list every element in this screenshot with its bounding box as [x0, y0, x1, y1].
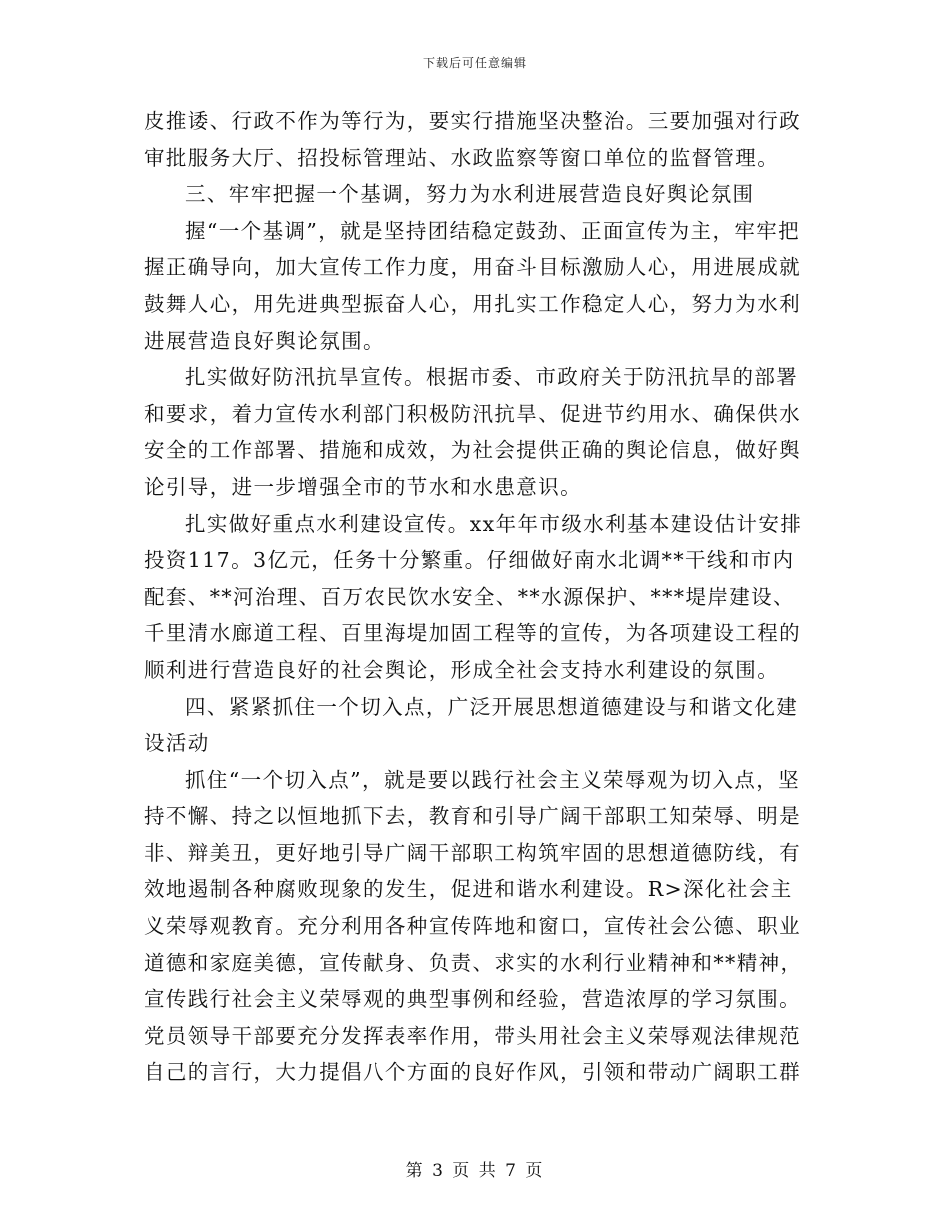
document-body	[144, 103, 804, 1091]
page-header: 下载后可任意编辑	[422, 56, 527, 70]
paragraph: 扎实做好重点水利建设宣传。xx年年市级水利基本建设估计安排投资117。3亿元，任务十分繁重。仔细做好南水北调**干线和市内配套、**河治理、百万农民饮水安全、**水源保护、***堤岸建设、千里清水廊道工程、百里海堤加固工程等的宣传，为各项建设工程的顺利进行营造良好的社会舆论，形成全社会支持水利建设的氛围。	[144, 511, 803, 682]
section-heading: 三、牢牢把握一个基调，努力为水利进展营造良好舆论氛围	[185, 182, 755, 207]
page-number-footer: 第 3 页 共 7 页	[405, 1161, 545, 1181]
paragraph: 皮推诿、行政不作为等行为，要实行措施坚决整治。三要加强对行政审批服务大厅、招投标管理站、水政监察等窗口单位的监督管理。	[144, 109, 801, 170]
paragraph: 抓住“一个切入点”，就是要以践行社会主义荣辱观为切入点，坚持不懈、持之以恒地抓下去，教育和引导广阔干部职工知荣辱、明是非、辩美丑，更好地引导广阔干部职工构筑牢固的思想道德防线，有效地遏制各种腐败现象的发生，促进和谐水利建设。R>深化社会主义荣辱观教育。充分利用各种宣传阵地和窗口，宣传社会公德、职业道德和家庭美德，宣传献身、负责、求实的水利行业精神和**精神，宣传践行社会主义荣辱观的典型事例和经验，营造浓厚的学习氛围。党员领导干部要充分发挥表率作用，带头用社会主义荣辱观法律规范自己的言行，大力提倡八个方面的良好作风，引领和带动广阔职工群	[144, 767, 803, 1085]
paragraph: 扎实做好防汛抗旱宣传。根据市委、市政府关于防汛抗旱的部署和要求，着力宣传水利部门积极防汛抗旱、促进节约用水、确保供水安全的工作部署、措施和成效，为社会提供正确的舆论信息，做好舆论引导，进一步增强全市的节水和水患意识。	[144, 365, 801, 499]
section-heading: 四、紧紧抓住一个切入点，广泛开展思想道德建设与和谐文化建设活动	[144, 694, 799, 756]
paragraph: 握“一个基调”，就是坚持团结稳定鼓劲、正面宣传为主，牢牢把握正确导向，加大宣传工作力度，用奋斗目标激励人心，用进展成就鼓舞人心，用先进典型振奋人心，用扎实工作稳定人心，努力为水利进展营造良好舆论氛围。	[144, 218, 801, 353]
